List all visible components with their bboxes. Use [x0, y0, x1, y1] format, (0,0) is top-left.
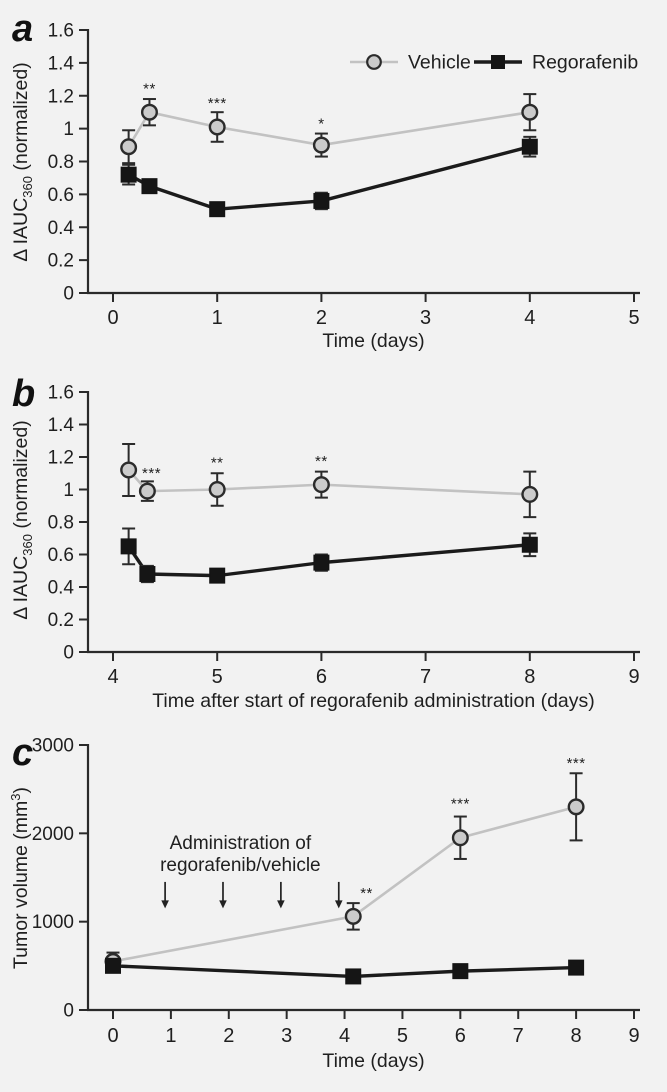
- square-marker: [453, 964, 468, 979]
- y-axis-title: Tumor volume $(mm^3)$: [8, 786, 32, 970]
- x-tick-label: 4: [524, 307, 536, 329]
- circle-marker: [140, 484, 155, 499]
- x-tick-label: 0: [107, 307, 119, 329]
- significance-marker: ***: [142, 465, 162, 483]
- circle-marker: [346, 909, 361, 924]
- y-tick-label: 0.2: [47, 610, 74, 631]
- x-tick-label: 4: [107, 666, 119, 688]
- y-tick-label: 0.8: [47, 152, 74, 173]
- square-marker: [522, 139, 537, 154]
- x-tick-label: 8: [524, 666, 536, 688]
- legend-label: Regorafenib: [532, 51, 639, 74]
- significance-marker: **: [143, 80, 156, 98]
- y-tick-label: 3000: [31, 735, 74, 757]
- y-tick-label: 0.6: [47, 545, 74, 566]
- y-axis-title: Δ $IAUC_{360}$ (normalized): [10, 420, 35, 620]
- y-tick-label: 1: [63, 119, 74, 141]
- series-vehicle: [121, 94, 537, 163]
- panel-a: [0, 0, 667, 363]
- axes: [48, 383, 640, 689]
- legend: [350, 52, 638, 74]
- y-tick-label: 1.2: [47, 447, 74, 469]
- chart-c: [0, 726, 667, 1092]
- square-marker: [346, 969, 361, 984]
- x-tick-label: 3: [281, 1025, 293, 1047]
- circle-marker: [142, 105, 157, 120]
- legend-label: Vehicle: [408, 51, 471, 74]
- x-tick-label: 1: [165, 1025, 177, 1047]
- square-marker: [121, 539, 136, 554]
- series-regorafenib: [121, 529, 537, 584]
- x-tick-label: 5: [211, 666, 223, 688]
- panel-b: [0, 363, 667, 726]
- x-tick-label: 5: [628, 307, 640, 329]
- significance-marker: **: [210, 454, 224, 472]
- square-marker: [314, 555, 329, 570]
- square-marker: [140, 567, 155, 582]
- panel-b-letter: b: [12, 373, 35, 415]
- square-marker: [142, 179, 157, 194]
- square-marker: [314, 193, 329, 208]
- significance-marker: ***: [207, 95, 227, 113]
- circle-marker: [523, 105, 538, 120]
- x-tick-label: 6: [315, 666, 327, 688]
- x-tick-label: 7: [420, 666, 432, 688]
- x-tick-label: 5: [396, 1025, 409, 1047]
- y-tick-label: 0.4: [47, 217, 74, 239]
- legend-item-regorafenib: [474, 52, 638, 74]
- x-tick-label: 4: [338, 1025, 351, 1047]
- y-tick-label: 0: [63, 283, 74, 305]
- x-tick-label: 9: [628, 666, 640, 688]
- square-marker: [491, 55, 505, 69]
- x-tick-label: 2: [315, 307, 327, 329]
- down-arrow-icon: [335, 882, 343, 909]
- circle-marker: [569, 800, 584, 815]
- significance-marker: *: [318, 115, 325, 133]
- y-tick-label: 0.4: [47, 577, 74, 599]
- annotation-text: regorafenib/vehicle: [160, 855, 321, 877]
- y-tick-label: 1.4: [47, 53, 74, 75]
- circle-marker: [210, 482, 225, 497]
- axes: [32, 736, 640, 1048]
- y-tick-label: 1.6: [47, 20, 74, 42]
- significance-marker: ***: [450, 795, 470, 813]
- y-tick-label: 0.8: [47, 512, 74, 534]
- panel-a-letter: a: [12, 8, 33, 50]
- circle-marker: [121, 139, 136, 154]
- circle-marker: [314, 138, 329, 153]
- x-tick-label: 1: [211, 307, 223, 329]
- x-axis-title: Time (days): [322, 330, 425, 352]
- x-tick-label: 8: [570, 1025, 582, 1047]
- square-marker: [210, 202, 225, 217]
- circle-marker: [523, 487, 538, 502]
- x-axis-title: Time after start of regorafenib administration (days): [152, 690, 595, 712]
- circle-marker: [367, 55, 381, 69]
- circle-marker: [453, 830, 468, 845]
- y-tick-label: 0.6: [47, 184, 74, 206]
- panel-c: [0, 726, 667, 1092]
- panel-c-letter: c: [12, 732, 33, 774]
- chart-b: [0, 363, 667, 726]
- down-arrow-icon: [161, 882, 169, 909]
- y-tick-label: 1: [63, 480, 74, 501]
- circle-marker: [121, 463, 136, 478]
- down-arrow-icon: [277, 882, 285, 909]
- y-axis-title: Δ $IAUC_{360}$ (normalized): [10, 62, 35, 262]
- circle-marker: [314, 477, 329, 492]
- x-tick-label: 6: [454, 1025, 466, 1047]
- annotation-text: Administration of: [169, 833, 312, 855]
- x-tick-label: 7: [512, 1025, 524, 1047]
- y-tick-label: 1.4: [47, 415, 74, 436]
- x-tick-label: 0: [107, 1025, 119, 1047]
- square-marker: [210, 568, 225, 583]
- significance-marker: **: [315, 452, 328, 470]
- y-tick-label: 1.6: [47, 382, 74, 404]
- legend-item-vehicle: [350, 52, 471, 74]
- down-arrow-icon: [219, 882, 227, 909]
- x-axis-title: Time (days): [322, 1050, 425, 1072]
- x-tick-label: 2: [223, 1025, 235, 1047]
- square-marker: [522, 537, 537, 552]
- square-marker: [121, 167, 136, 182]
- y-tick-label: 1.2: [47, 86, 74, 108]
- significance-marker: ***: [566, 754, 586, 772]
- significance-marker: **: [360, 884, 373, 902]
- annotation-administration: [160, 833, 342, 908]
- y-tick-label: 0: [63, 1000, 74, 1022]
- x-tick-label: 3: [420, 307, 432, 329]
- x-tick-label: 9: [628, 1025, 640, 1047]
- circle-marker: [210, 120, 225, 135]
- series-regorafenib: [121, 137, 537, 217]
- series-vehicle: [121, 444, 537, 517]
- square-marker: [106, 958, 121, 973]
- y-tick-label: 2000: [31, 823, 74, 845]
- square-marker: [569, 960, 584, 975]
- y-tick-label: 1000: [31, 912, 74, 934]
- y-tick-label: 0: [63, 642, 74, 664]
- series-regorafenib: [106, 958, 584, 984]
- y-tick-label: 0.2: [47, 250, 74, 272]
- chart-a: [0, 0, 667, 363]
